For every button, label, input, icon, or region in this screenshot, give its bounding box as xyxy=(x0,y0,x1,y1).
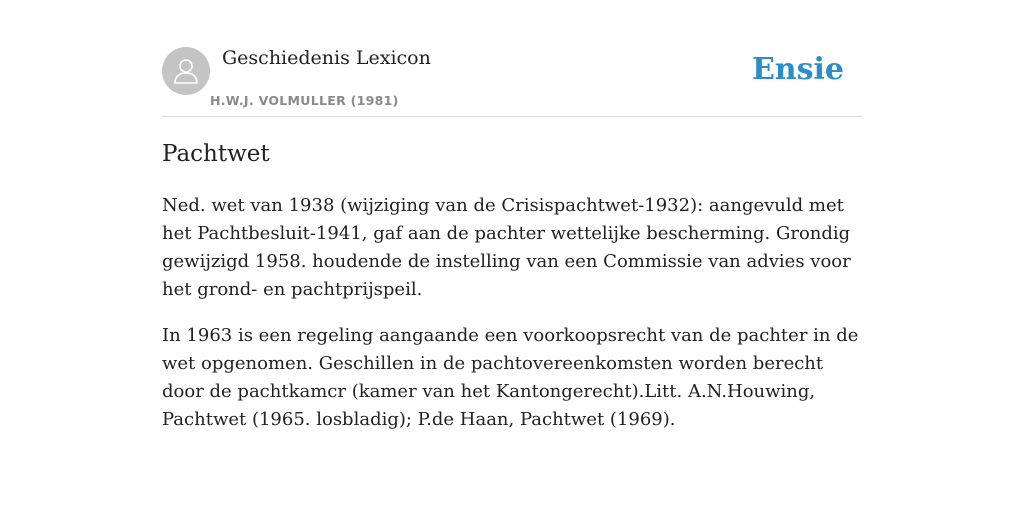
brand-logo[interactable]: Ensie xyxy=(751,52,844,87)
lexicon-title[interactable]: Geschiedenis Lexicon xyxy=(222,47,431,69)
entry-title: Pachtwet xyxy=(162,141,270,167)
user-icon xyxy=(171,56,201,86)
author-credit: H.W.J. VOLMULLER (1981) xyxy=(210,93,399,108)
entry-header xyxy=(162,0,862,117)
entry-paragraph: Ned. wet van 1938 (wijziging van de Crisispachtwet-1932): aangevuld met het Pachtbesluit-1941, gaf aan de pachter wettelijke bescherming. Grondig gewijzigd 1958. houdende de instelling van een Commissie van advies voor het grond- en pachtprijspeil. xyxy=(162,195,851,300)
entry-paragraph: In 1963 is een regeling aangaande een voorkoopsrecht van de pachter in de wet opgenomen. Geschillen in de pachtovereenkomsten worden berecht door de pachtkamcr (kamer van het Kantongerecht).Litt. A.N.Houwing, Pachtwet (1965. losbladig); P.de Haan, Pachtwet (1969). xyxy=(162,325,859,430)
entry-body xyxy=(162,192,862,452)
avatar[interactable] xyxy=(162,47,210,95)
entry-card xyxy=(162,0,862,430)
